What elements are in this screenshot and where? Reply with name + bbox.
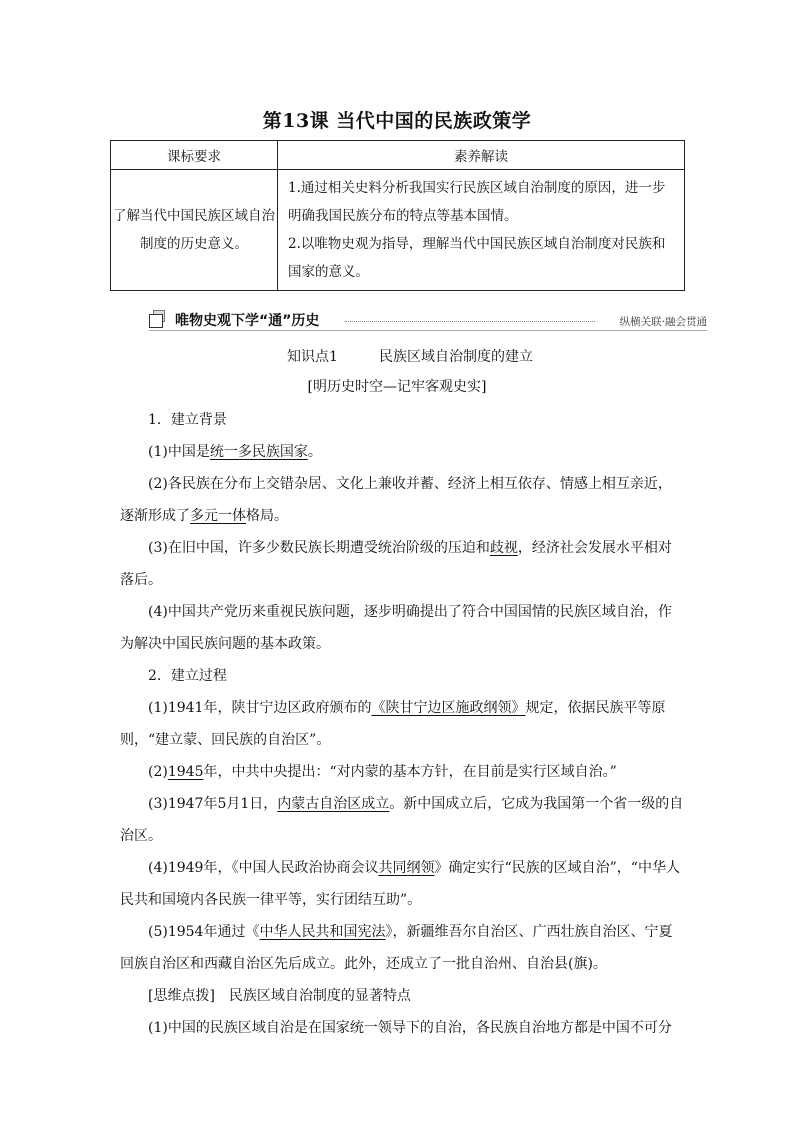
table-header-requirement: 课标要求 (111, 141, 278, 170)
band-rule (149, 330, 707, 331)
requirement-cell: 了解当代中国民族区域自治制度的历史意义。 (111, 170, 278, 291)
underlined-term: 《陕甘宁边区施政纲领》 (371, 700, 526, 716)
curriculum-table (110, 140, 685, 291)
underlined-term: 歧视 (489, 540, 518, 556)
table-header-row (111, 141, 685, 170)
underlined-term: 共同纲领 (378, 860, 435, 876)
section-1-title: 1．建立背景 (148, 412, 227, 428)
literacy-item-2: 2.以唯物史观为指导，理解当代中国民族区域自治制度对民族和国家的意义。 (288, 236, 666, 280)
paragraph: (1)中国的民族区域自治是在国家统一领导下的自治，各民族自治地方都是中国不可分 (148, 1020, 672, 1036)
paragraph: (3)1947年5月1日，内蒙古自治区成立。新中国成立后，它成为我国第一个省一级的自治区。 (120, 796, 684, 844)
underlined-term: 多元一体 (190, 508, 246, 524)
dotted-divider (345, 321, 595, 322)
paragraph: (3)在旧中国，许多少数民族长期遭受统治阶级的压迫和歧视，经济社会发展水平相对落后。 (120, 540, 672, 588)
underlined-term: 统一多民族国家 (209, 444, 308, 460)
lesson-title: 第13课 当代中国的民族政策学 (262, 110, 532, 132)
paragraph: (4)1949年，《中国人民政治协商会议共同纲领》确定实行“民族的区域自治”，“中华人民共和国境内各民族一律平等，实行团结互助”。 (120, 860, 680, 908)
section-band (149, 310, 707, 332)
underlined-term: 内蒙古自治区成立 (277, 796, 390, 812)
paragraph: (2)1945年，中共中央提出：“对内蒙的基本方针，在目前是实行区域自治。” (148, 764, 617, 780)
paragraph: (1)中国是统一多民族国家。 (148, 444, 322, 460)
paragraph: (4)中国共产党历来重视民族问题，逐步明确提出了符合中国国情的民族区域自治，作为解决中国民族问题的基本政策。 (120, 604, 672, 652)
paragraph: (2)各民族在分布上交错杂居、文化上兼收并蓄、经济上相互依存、情感上相互亲近，逐渐形成了多元一体格局。 (120, 476, 672, 524)
literacy-item-1: 1.通过相关史料分析我国实行民族区域自治制度的原因，进一步明确我国民族分布的特点等基本国情。 (288, 180, 666, 224)
paragraph: (5)1954年通过《中华人民共和国宪法》，新疆维吾尔自治区、广西壮族自治区、宁夏回族自治区和西藏自治区先后成立。此外，还成立了一批自治州、自治县(旗)。 (120, 924, 673, 972)
literacy-cell (278, 170, 685, 291)
underlined-term: 1945 (167, 764, 204, 780)
knowledge-point-name: 民族区域自治制度的建立 (379, 349, 533, 365)
section-band-tagline: 纵横关联·融会贯通 (619, 316, 707, 328)
underlined-term: 中华人民共和国宪法 (259, 924, 386, 940)
thinking-tip: [思维点拨] 民族区域自治制度的显著特点 (148, 988, 411, 1004)
body-text (120, 404, 685, 1044)
table-header-literacy: 素养解读 (278, 141, 685, 170)
paragraph: (1)1941年，陕甘宁边区政府颁布的《陕甘宁边区施政纲领》规定，依据民族平等原则，“建立蒙、回民族的自治区”。 (120, 700, 666, 748)
table-row (111, 170, 685, 291)
knowledge-point-number: 知识点1 (287, 349, 338, 365)
square-icon (149, 314, 163, 328)
section-band-label: 唯物史观下学“通”历史 (175, 313, 320, 329)
section-2-title: 2．建立过程 (148, 668, 227, 684)
subsection-bracket-title: [明历史时空—记牢客观史实] (307, 379, 487, 395)
